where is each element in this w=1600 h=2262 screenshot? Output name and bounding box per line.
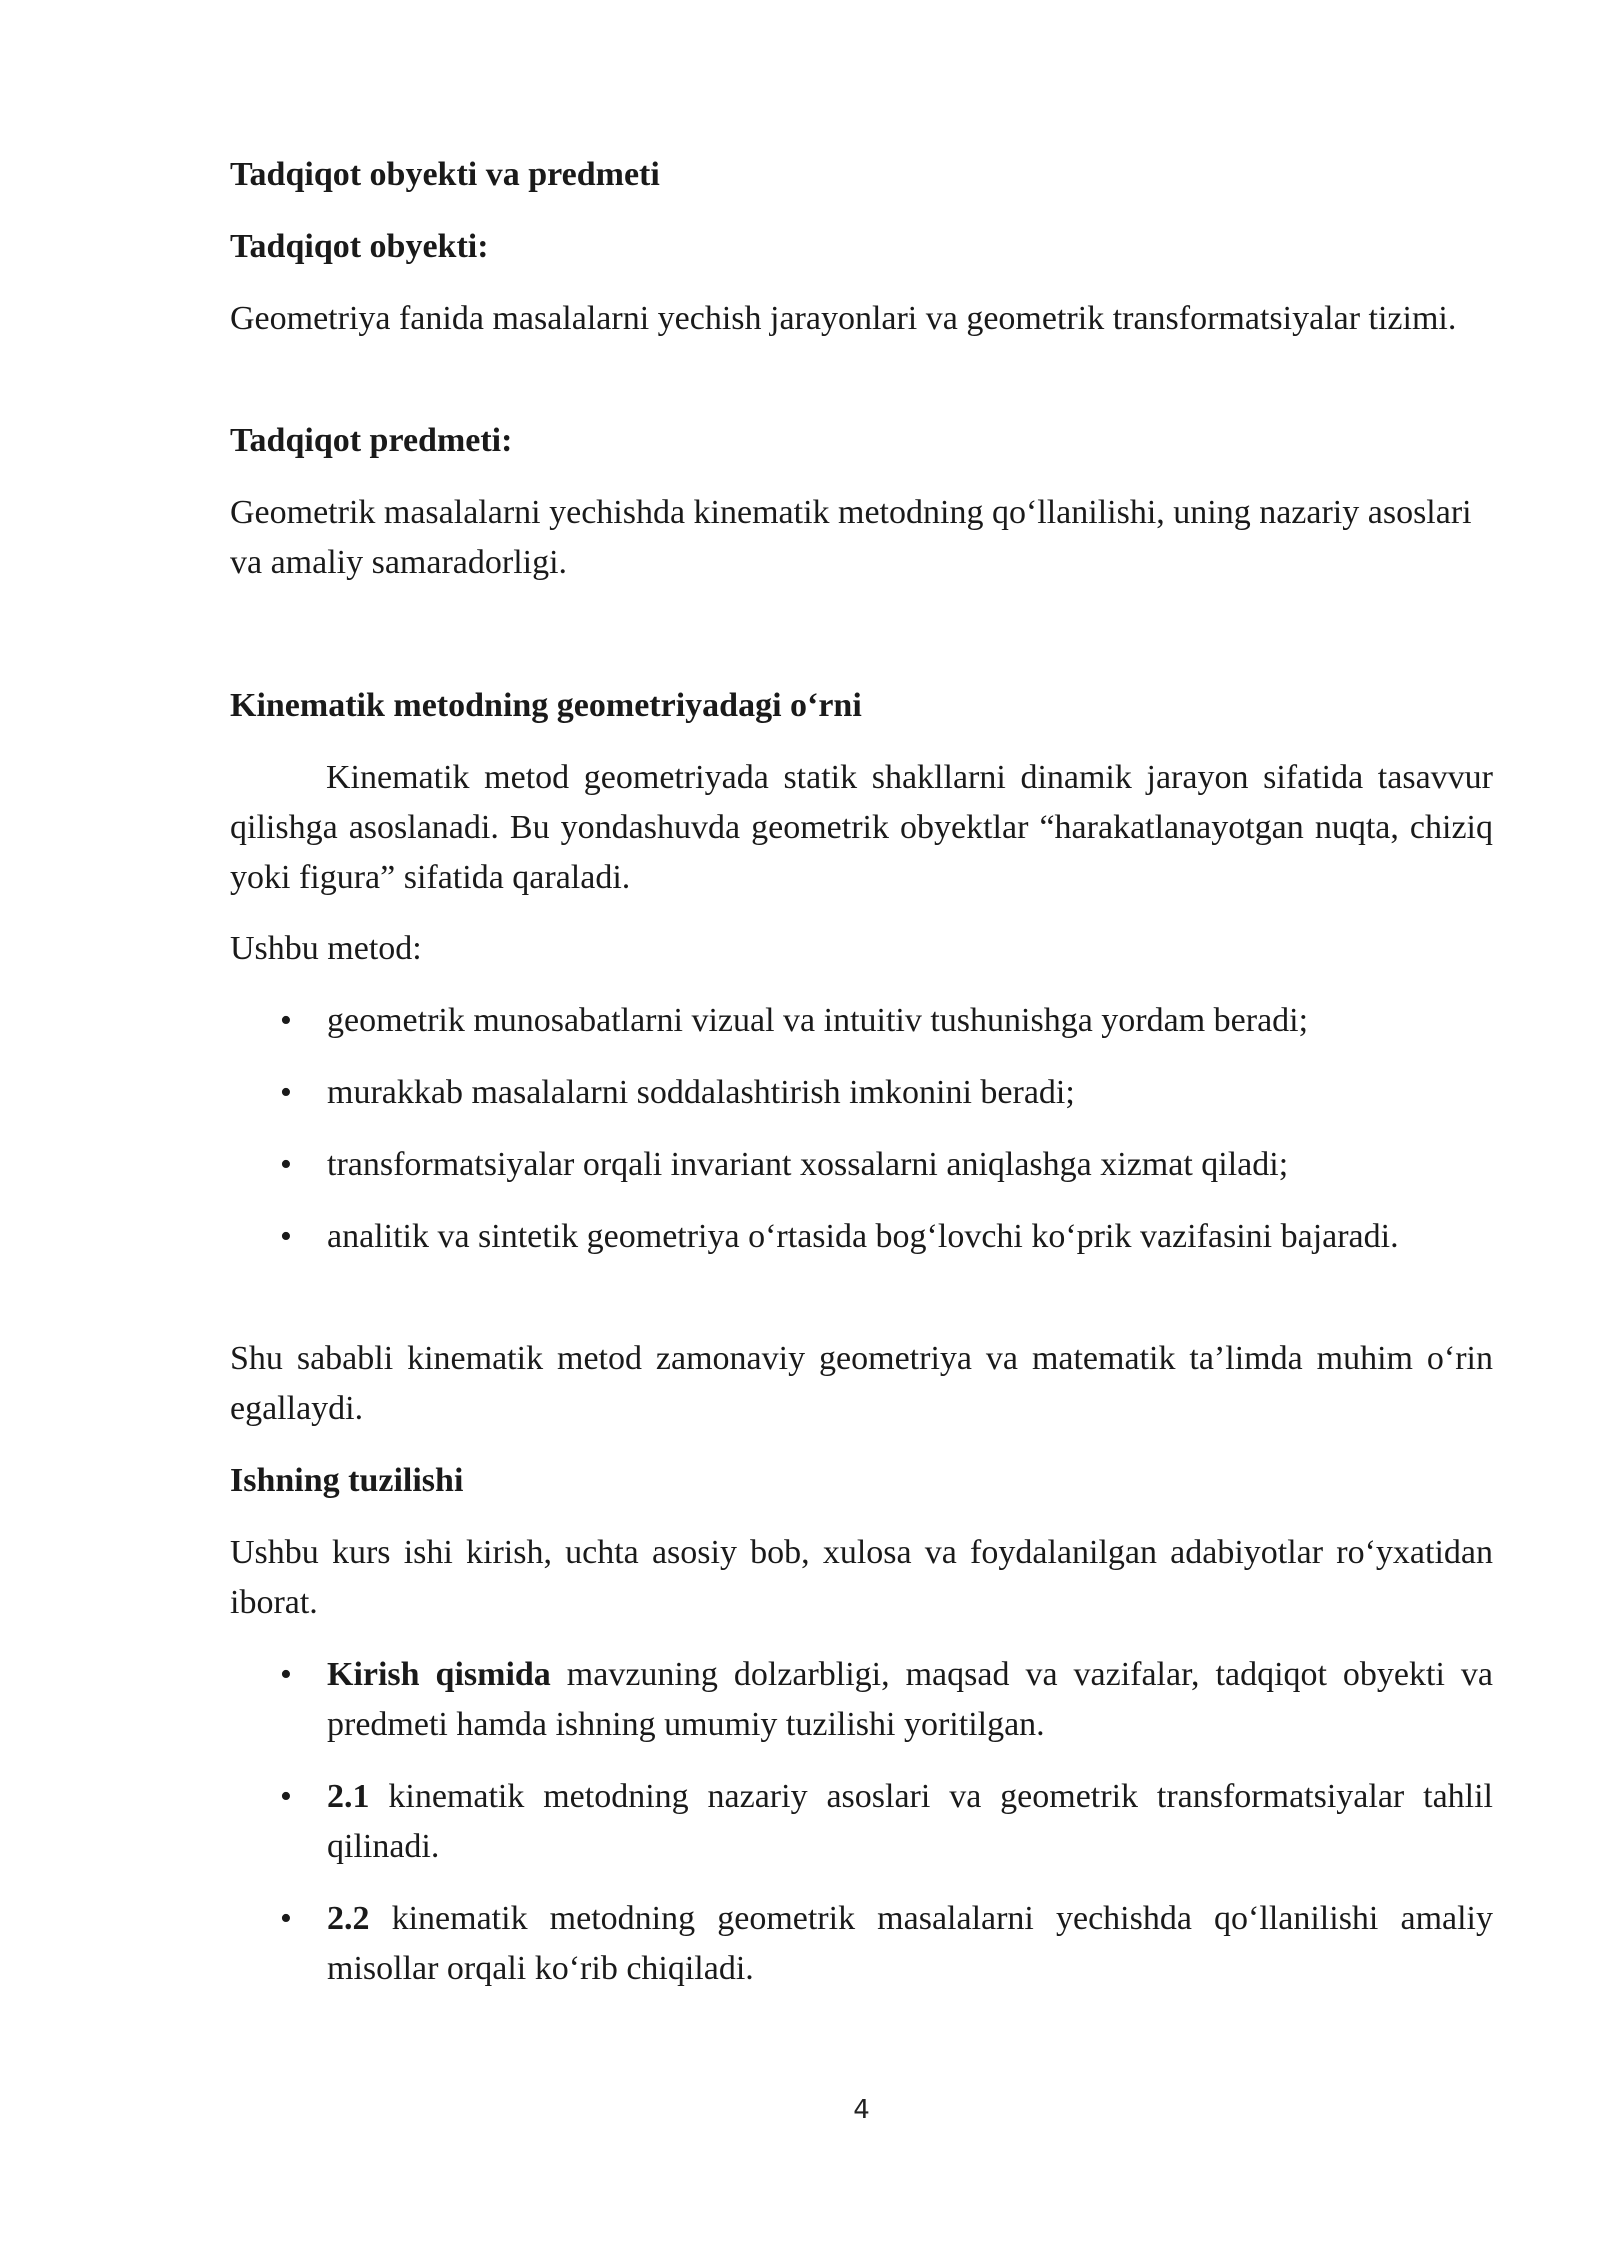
document-page	[230, 0, 1493, 2262]
list-item-text: transformatsiyalar orqali invariant xossalarni aniqlashga xizmat qiladi;	[327, 1146, 1289, 1183]
list-item-text: geometrik munosabatlarni vizual va intuitiv tushunishga yordam beradi;	[327, 1002, 1309, 1039]
bullet-icon: •	[280, 1074, 292, 1111]
research-object-text: Geometriya fanida masalalarni yechish jarayonlari va geometrik transformatsiyalar tizimi.	[230, 300, 1457, 337]
list-item-text: murakkab masalalarni soddalashtirish imkonini beradi;	[327, 1074, 1075, 1111]
bullet-icon: •	[280, 1146, 292, 1183]
list-item-body: kinematik metodning nazariy asoslari va geometrik transformatsiyalar tahlil qilinadi.	[327, 1778, 1493, 1865]
bullet-icon: •	[280, 1002, 292, 1039]
list-item-lead: Kirish qismida	[327, 1656, 551, 1693]
kinematic-method-intro: Kinematik metod geometriyada statik shakllarni dinamik jarayon sifatida tasavvur qilishga asoslanadi. Bu yondashuvda geometrik obyektlar “harakatlanayotgan nuqta, chiziq yoki figura” sifatida qaraladi.	[230, 759, 1493, 896]
bullet-icon: •	[280, 1656, 292, 1693]
page-number: 4	[853, 2095, 870, 2125]
list-item-text	[327, 1894, 1493, 1994]
list-item-text	[327, 1650, 1493, 1750]
research-subject-label: Tadqiqot predmeti:	[230, 422, 513, 459]
bullet-icon: •	[280, 1218, 292, 1255]
list-item-lead: 2.2	[327, 1900, 370, 1937]
work-structure-intro: Ushbu kurs ishi kirish, uchta asosiy bob, xulosa va foydalanilgan adabiyotlar ro‘yxatidan iborat.	[230, 1534, 1493, 1621]
list-item-text	[327, 1772, 1493, 1872]
list-item-lead: 2.1	[327, 1778, 370, 1815]
method-lead-text: Ushbu metod:	[230, 930, 422, 967]
section-heading-work-structure: Ishning tuzilishi	[230, 1462, 464, 1499]
kinematic-method-conclusion: Shu sababli kinematik metod zamonaviy geometriya va matematik ta’limda muhim o‘rin egallaydi.	[230, 1340, 1493, 1427]
list-item-body: kinematik metodning geometrik masalalarni yechishda qo‘llanilishi amaliy misollar orqali ko‘rib chiqiladi.	[327, 1900, 1493, 1987]
research-subject-text: Geometrik masalalarni yechishda kinematik metodning qo‘llanilishi, uning nazariy asoslari va amaliy samaradorligi.	[230, 494, 1472, 581]
list-item-body: mavzuning dolzarbligi, maqsad va vazifalar, tadqiqot obyekti va predmeti hamda ishning umumiy tuzilishi yoritilgan.	[327, 1656, 1493, 1743]
research-object-label: Tadqiqot obyekti:	[230, 228, 489, 265]
bullet-icon: •	[280, 1900, 292, 1937]
section-heading-research-object-subject: Tadqiqot obyekti va predmeti	[230, 156, 660, 193]
bullet-icon: •	[280, 1778, 292, 1815]
list-item-text: analitik va sintetik geometriya o‘rtasida bog‘lovchi ko‘prik vazifasini bajaradi.	[327, 1218, 1399, 1255]
section-heading-kinematic-method-role: Kinematik metodning geometriyadagi o‘rni	[230, 687, 862, 724]
